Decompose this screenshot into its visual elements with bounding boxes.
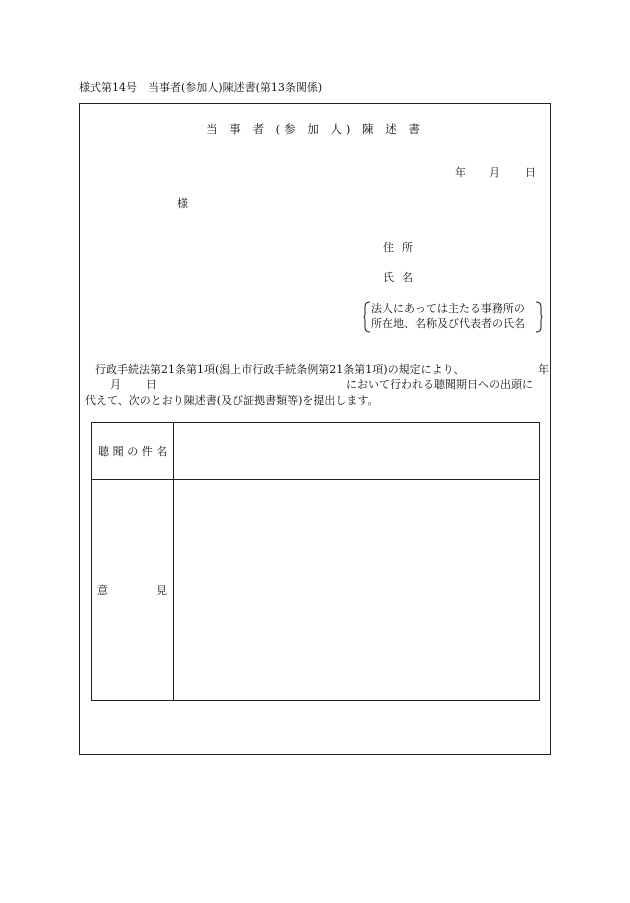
- date-month-label: 月: [489, 166, 500, 179]
- corporate-note-line2: 所在地、名称及び代表者の氏名: [371, 317, 525, 330]
- addressee-suffix: 様: [177, 197, 188, 210]
- body-month-label: 月: [110, 378, 121, 391]
- sender-name-label: 氏名: [383, 271, 421, 284]
- body-text-line1: 行政手続法第21条第1項(潟上市行政手続条例第21条第1項)の規定により、: [95, 363, 465, 376]
- opinion-label-left: 意: [97, 584, 108, 597]
- body-text-line3: 代えて、次のとおり陳述書(及び証拠書類等)を提出します。: [85, 394, 379, 407]
- document-title: 当 事 者 (参 加 人) 陳 述 書: [206, 122, 424, 136]
- body-year-label: 年: [538, 363, 549, 376]
- date-year-label: 年: [455, 166, 466, 179]
- sender-address-label: 住所: [383, 241, 421, 254]
- opinion-label-right: 見: [156, 584, 167, 597]
- table-row-divider: [92, 479, 539, 480]
- body-day-label: 日: [146, 378, 157, 391]
- corporate-note-line1: 法人にあっては主たる事務所の: [371, 302, 525, 315]
- table-column-divider: [173, 423, 174, 700]
- hearing-case-label: 聴聞の件名: [98, 445, 171, 458]
- date-day-label: 日: [525, 166, 536, 179]
- body-text-line2: において行われる聴聞期日への出頭に: [346, 378, 533, 391]
- form-number-header: 様式第14号 当事者(参加人)陳述書(第13条関係): [79, 81, 323, 94]
- statement-table: [91, 422, 540, 701]
